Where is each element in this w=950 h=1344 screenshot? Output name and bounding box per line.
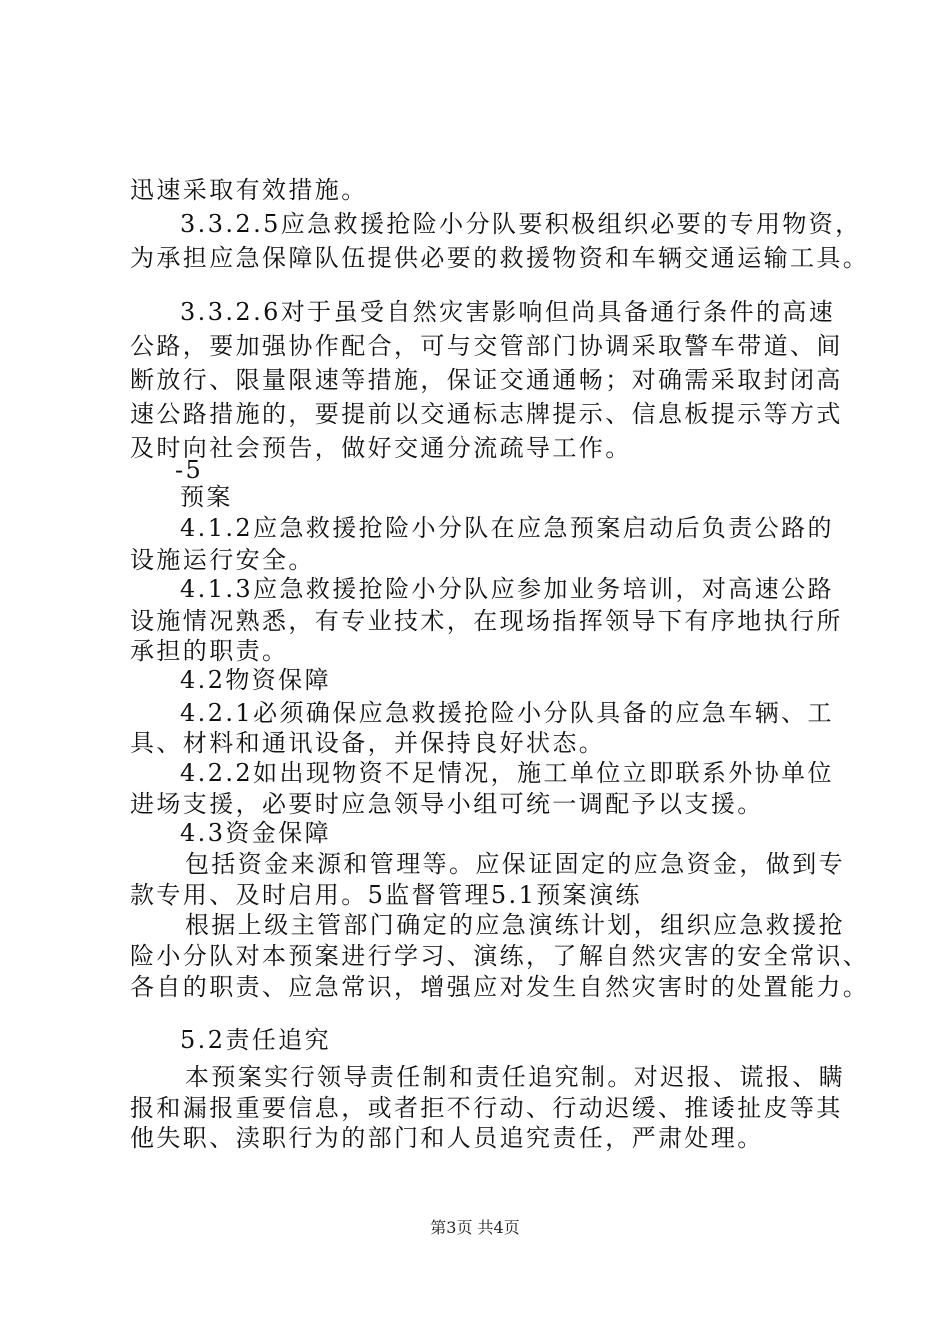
text-line: 报和漏报重要信息，或者拒不行动、行动迟缓、推诿扯皮等其 (130, 1094, 843, 1122)
text-line: 款专用、及时启用。5监督管理5.1预案演练 (130, 881, 642, 909)
text-line: 本预案实行领导责任制和责任追究制。对迟报、谎报、瞒 (185, 1063, 845, 1091)
text-line: 各自的职责、应急常识，增强应对发生自然灾害时的处置能力。 (130, 973, 870, 1001)
text-line: 4.1.2应急救援抢险小分队在应急预案启动后负责公路的 (180, 514, 834, 542)
text-line: 承担的职责。 (130, 637, 289, 665)
text-line: 他失职、渎职行为的部门和人员追究责任，严肃处理。 (130, 1124, 764, 1152)
text-line: 公路，要加强协作配合，可与交管部门协调采取警车带道、间 (130, 332, 843, 360)
text-line: 设施运行安全。 (130, 546, 315, 574)
text-line: 具、材料和通讯设备，并保持良好状态。 (130, 729, 606, 757)
page-number-footer: 第3页 共4页 (430, 1218, 520, 1237)
text-line: 4.1.3应急救援抢险小分队应参加业务培训，对高速公路 (180, 575, 834, 603)
text-line: 进场支援，必要时应急领导小组可统一调配予以支援。 (130, 790, 764, 818)
text-line: 预案 (180, 483, 233, 511)
text-line: 4.2.2如出现物资不足情况，施工单位立即联系外协单位 (180, 759, 834, 787)
text-line: 断放行、限量限速等措施，保证交通通畅；对确需采取封闭高 (130, 366, 843, 394)
text-line: 险小分队对本预案进行学习、演练，了解自然灾害的安全常识、 (130, 942, 870, 970)
text-line: 4.3资金保障 (180, 819, 331, 847)
text-line: 及时向社会预告，做好交通分流疏导工作。 (130, 434, 632, 462)
text-line: 设施情况熟悉，有专业技术，在现场指挥领导下有序地执行所 (130, 607, 843, 635)
text-line: 包括资金来源和管理等。应保证固定的应急资金，做到专 (185, 850, 845, 878)
text-line: 根据上级主管部门确定的应急演练计划，组织应急救援抢 (185, 911, 845, 939)
text-line: 为承担应急保障队伍提供必要的救援物资和车辆交通运输工具。 (130, 244, 870, 272)
text-line: 速公路措施的，要提前以交通标志牌提示、信息板提示等方式 (130, 400, 843, 428)
text-line: 3.3.2.6对于虽受自然灾害影响但尚具备通行条件的高速 (180, 298, 836, 326)
text-line: 4.2.1必须确保应急救援抢险小分队具备的应急车辆、工 (180, 699, 834, 727)
text-line: 4.2物资保障 (180, 666, 331, 694)
text-line: 5.2责任追究 (180, 1026, 331, 1054)
text-line: 迅速采取有效措施。 (130, 176, 368, 204)
text-line: 3.3.2.5应急救援抢险小分队要积极组织必要的专用物资， (180, 210, 862, 238)
text-line: -5 (175, 456, 204, 484)
